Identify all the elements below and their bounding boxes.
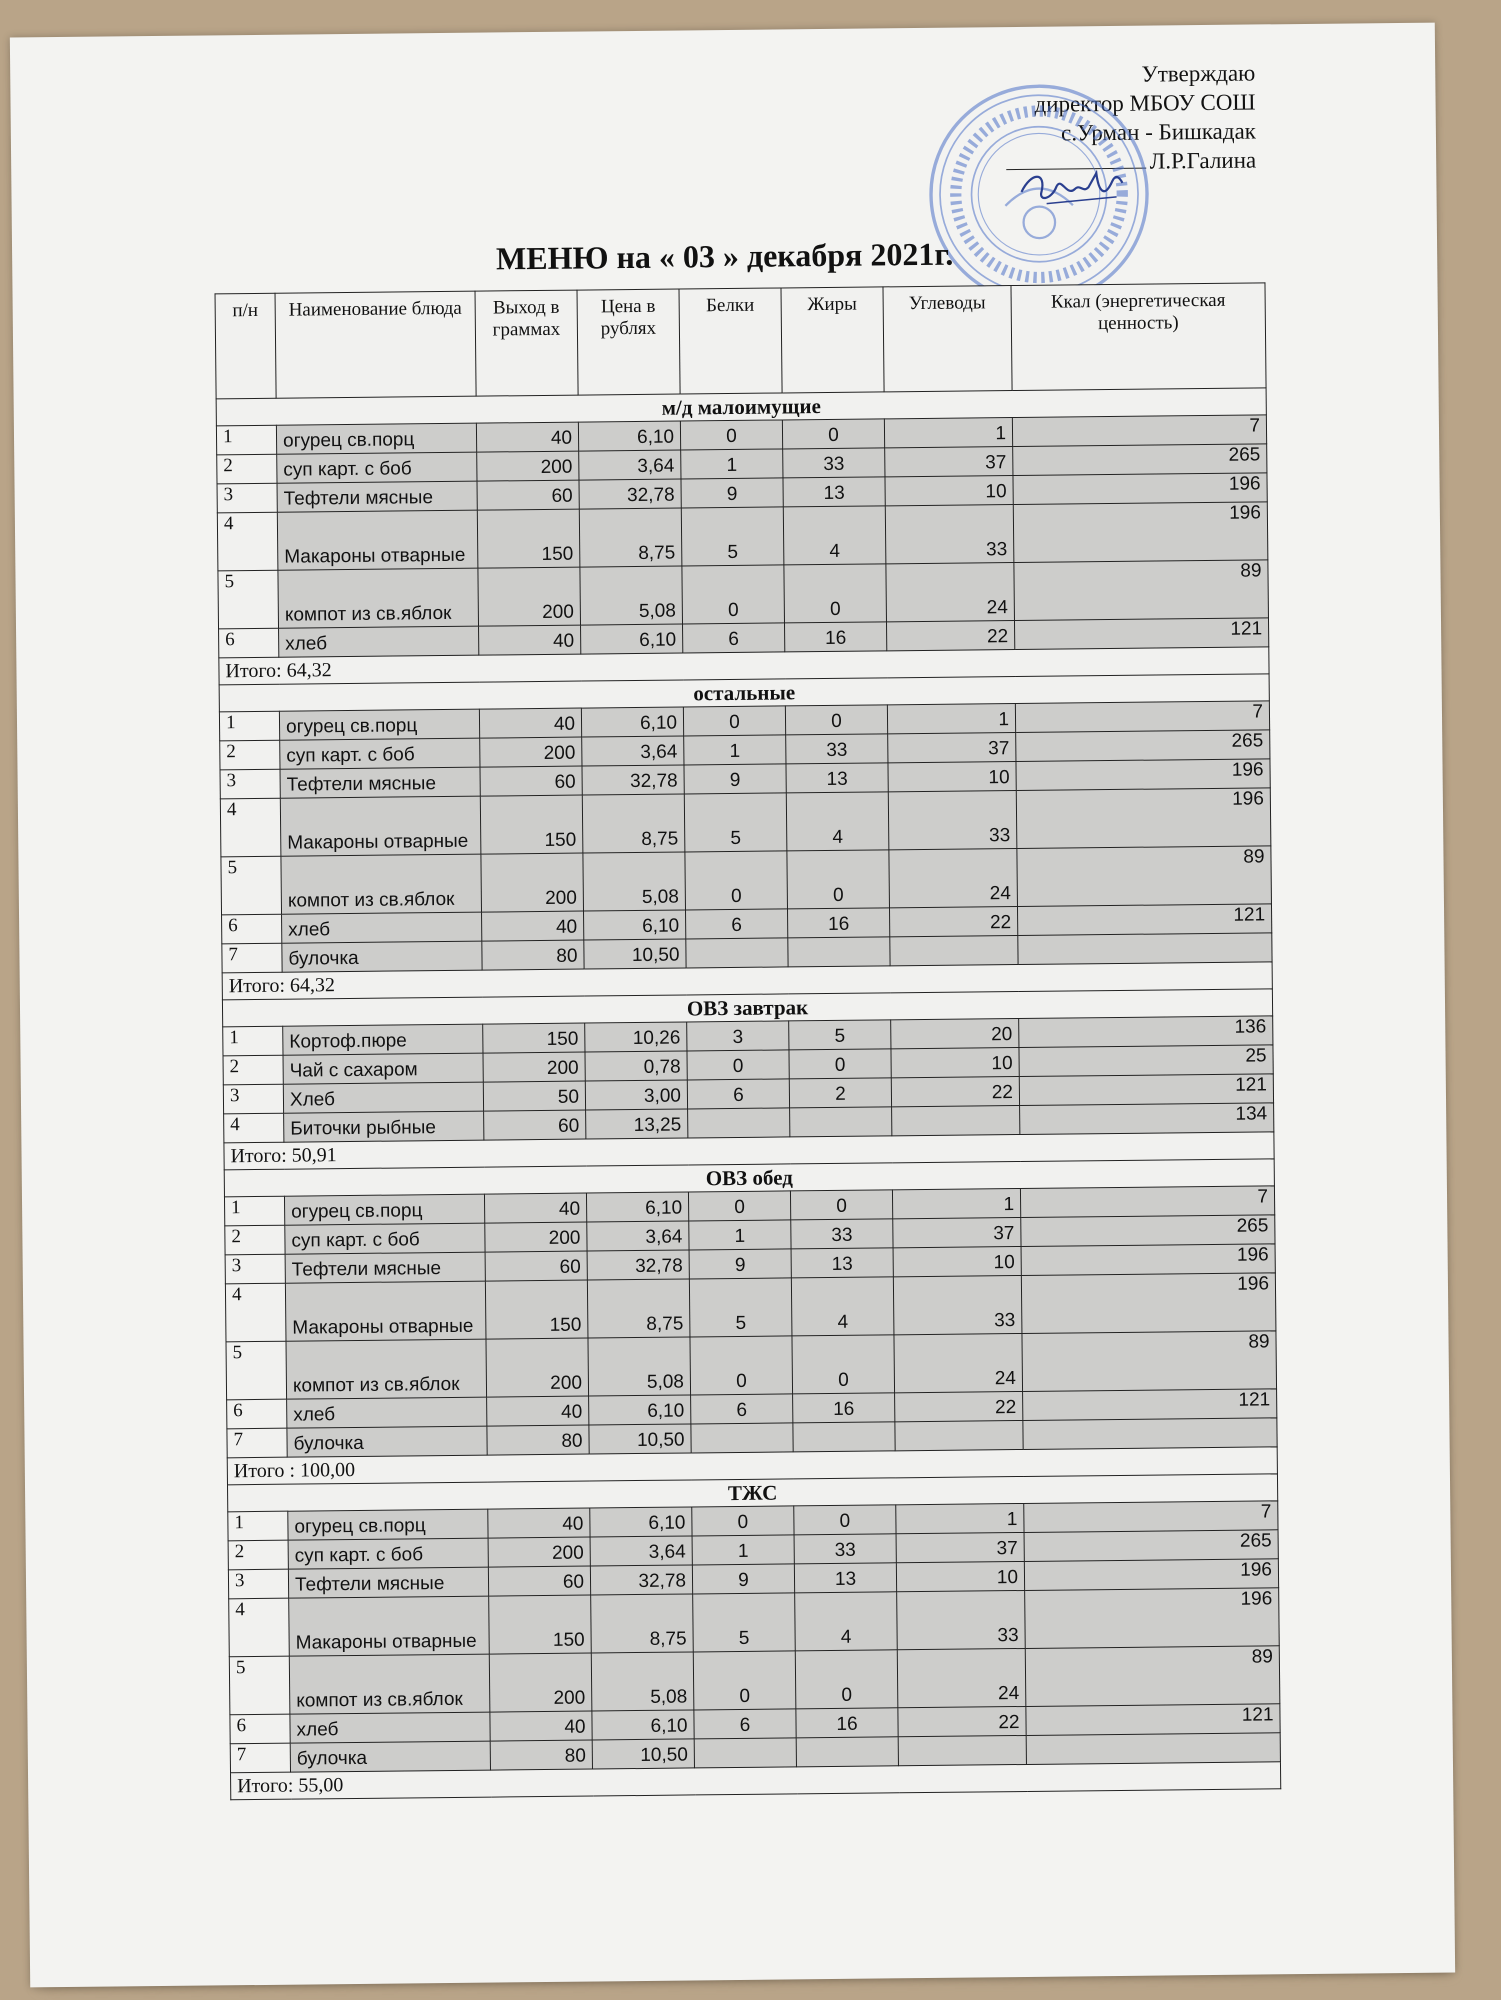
table-cell: 0 — [685, 851, 788, 910]
table-cell: 3 — [228, 1569, 288, 1599]
table-cell: 200 — [478, 567, 581, 626]
table-cell: 196 — [1024, 1559, 1278, 1591]
table-cell: 6 — [691, 1394, 793, 1424]
menu-table — [215, 282, 1282, 1800]
table-cell: Макароны отварные — [285, 1281, 486, 1341]
table-cell: 1 — [224, 1196, 284, 1226]
table-cell: 40 — [490, 1711, 592, 1741]
table-cell: 4 — [224, 1113, 284, 1143]
table-cell: 7 — [222, 943, 282, 973]
table-cell: 200 — [481, 853, 584, 912]
header-cell: Жиры — [781, 287, 884, 393]
table-cell — [1026, 1733, 1280, 1765]
table-row — [218, 560, 1269, 629]
table-cell: 0 — [784, 564, 887, 623]
table-cell — [890, 936, 1018, 966]
section-total: Итого: 55,00 — [231, 1762, 1281, 1800]
table-cell — [796, 1737, 898, 1767]
table-cell: Тефтели мясные — [277, 481, 477, 512]
table-cell: 150 — [477, 509, 580, 568]
table-cell: 10,50 — [589, 1424, 691, 1454]
table-cell: 33 — [783, 448, 885, 478]
table-cell: Кортоф.пюре — [283, 1024, 483, 1055]
table-cell: Тефтели мясные — [285, 1252, 485, 1283]
header-cell: Наименование блюда — [275, 291, 476, 398]
table-cell: булочка — [290, 1741, 490, 1772]
table-cell: 5 — [229, 1656, 290, 1715]
table-cell: 150 — [480, 795, 583, 854]
table-cell: 6 — [683, 623, 785, 653]
table-cell: 32,78 — [590, 1565, 692, 1595]
table-cell: 60 — [477, 480, 579, 510]
table-cell: 33 — [897, 1590, 1026, 1649]
table-cell — [790, 1107, 892, 1137]
table-cell: 13,25 — [586, 1109, 688, 1139]
table-cell: 5,08 — [591, 1652, 694, 1711]
table-cell: 150 — [483, 1023, 585, 1053]
section-title: ТЖС — [227, 1474, 1277, 1512]
table-cell: 22 — [889, 907, 1017, 937]
table-cell: 33 — [893, 1275, 1022, 1334]
table-cell: огурец св.порц — [279, 709, 479, 740]
table-cell: 2 — [228, 1540, 288, 1570]
table-cell: 37 — [885, 447, 1013, 477]
table-cell: 60 — [488, 1566, 590, 1596]
table-cell: 5,08 — [580, 566, 683, 625]
table-cell: 1 — [219, 711, 279, 741]
table-cell: 1 — [887, 704, 1015, 734]
table-cell: компот из св.яблок — [278, 568, 479, 628]
table-cell: 5,08 — [588, 1337, 691, 1396]
table-cell: 121 — [1026, 1704, 1280, 1736]
table-cell: хлеб — [282, 912, 482, 943]
table-cell: 4 — [791, 1277, 894, 1336]
table-cell: суп карт. с боб — [280, 738, 480, 769]
table-cell — [1018, 933, 1272, 965]
table-cell: 37 — [888, 733, 1016, 763]
table-cell: 37 — [893, 1217, 1021, 1247]
table-cell: 0 — [680, 420, 782, 450]
table-cell: 60 — [485, 1251, 587, 1281]
table-cell: 200 — [488, 1537, 590, 1567]
table-cell: 0 — [692, 1506, 794, 1536]
table-cell: 7 — [1012, 415, 1266, 447]
table-cell: 0 — [785, 705, 887, 735]
table-cell: 121 — [1014, 618, 1268, 650]
table-cell: 200 — [489, 1653, 592, 1712]
table-cell: булочка — [287, 1426, 487, 1457]
approval-block — [1005, 58, 1257, 177]
table-cell: 121 — [1017, 904, 1271, 936]
table-cell: 4 — [786, 792, 889, 851]
section-total: Итого: 64,32 — [222, 962, 1272, 1000]
table-cell: 24 — [894, 1333, 1023, 1392]
table-cell: 10 — [893, 1246, 1021, 1276]
table-cell: 10 — [896, 1561, 1024, 1591]
section-title: остальные — [219, 674, 1269, 712]
table-cell: 40 — [479, 625, 581, 655]
table-cell: 0 — [787, 850, 890, 909]
table-cell: компот из св.яблок — [281, 854, 482, 914]
table-cell: 196 — [1016, 759, 1270, 791]
approve-line: директор МБОУ СОШ — [1034, 89, 1256, 117]
table-cell: 196 — [1016, 788, 1271, 849]
table-cell — [788, 937, 890, 967]
table-cell: 16 — [785, 622, 887, 652]
table-cell: 10 — [888, 762, 1016, 792]
document-page — [10, 23, 1455, 1988]
table-cell: 80 — [487, 1425, 589, 1455]
table-cell: 40 — [479, 708, 581, 738]
table-cell: Макароны отварные — [277, 510, 478, 570]
table-cell: 1 — [689, 1220, 791, 1250]
table-cell: 60 — [480, 766, 582, 796]
table-cell — [691, 1423, 793, 1453]
table-cell: 4 — [229, 1598, 290, 1657]
table-cell: 80 — [482, 940, 584, 970]
table-cell: 2 — [225, 1225, 285, 1255]
table-cell: 3,64 — [582, 736, 684, 766]
table-cell: 13 — [794, 1563, 896, 1593]
table-cell: 40 — [488, 1508, 590, 1538]
table-cell: 89 — [1014, 560, 1269, 621]
table-cell: 6,10 — [584, 910, 686, 940]
table-cell: компот из св.яблок — [286, 1339, 487, 1399]
table-cell: Биточки рыбные — [284, 1111, 484, 1142]
table-cell: 136 — [1019, 1016, 1273, 1048]
section-title: м/д малоимущие — [216, 388, 1266, 426]
table-cell: 40 — [484, 1193, 586, 1223]
table-cell: 265 — [1013, 444, 1267, 476]
table-cell: 13 — [791, 1248, 893, 1278]
table-cell: 89 — [1017, 846, 1272, 907]
table-cell: 2 — [220, 740, 280, 770]
table-cell: 4 — [220, 798, 281, 857]
table-cell: 200 — [486, 1338, 589, 1397]
page-title: МЕНЮ на « 03 » декабря 2021г. — [495, 235, 954, 277]
table-cell: 3,64 — [587, 1221, 689, 1251]
table-cell: 6,10 — [586, 1192, 688, 1222]
table-cell: 10,50 — [584, 939, 686, 969]
table-cell: 9 — [684, 764, 786, 794]
table-cell: 7 — [230, 1743, 290, 1773]
table-cell: 7 — [1024, 1501, 1278, 1533]
table-cell: 3 — [220, 769, 280, 799]
table-cell — [1023, 1418, 1277, 1450]
table-cell: 5 — [218, 570, 279, 629]
table-cell: 25 — [1019, 1045, 1273, 1077]
table-cell: 40 — [482, 911, 584, 941]
table-cell: 8,75 — [582, 794, 685, 853]
table-cell: 3 — [687, 1021, 789, 1051]
header-cell: Белки — [679, 288, 782, 394]
table-cell: 1 — [692, 1535, 794, 1565]
table-cell: суп карт. с боб — [288, 1538, 488, 1569]
table-cell: 24 — [897, 1648, 1026, 1707]
table-cell: 10 — [891, 1048, 1019, 1078]
table-cell: 22 — [891, 1077, 1019, 1107]
table-cell: 37 — [896, 1532, 1024, 1562]
table-cell: 7 — [1015, 701, 1269, 733]
table-cell: 200 — [477, 451, 579, 481]
table-cell: 4 — [795, 1592, 898, 1651]
table-cell: 6 — [227, 1399, 287, 1429]
table-cell: 22 — [886, 621, 1014, 651]
table-cell: 5 — [684, 793, 787, 852]
table-cell: 3 — [225, 1254, 285, 1284]
table-cell: 33 — [786, 734, 888, 764]
table-cell: суп карт. с боб — [285, 1223, 485, 1254]
table-cell: 6 — [687, 1079, 789, 1109]
table-cell: 6,10 — [581, 707, 683, 737]
table-cell: 10,26 — [585, 1022, 687, 1052]
menu-table-container — [215, 282, 1281, 1800]
table-cell: 0 — [693, 1651, 796, 1710]
signer-name: Л.Р.Галина — [1149, 147, 1257, 174]
table-cell: хлеб — [287, 1397, 487, 1428]
table-cell: 6 — [219, 628, 279, 658]
table-cell: 6 — [230, 1714, 290, 1744]
table-cell: 0 — [687, 1050, 789, 1080]
table-cell: 8,75 — [591, 1594, 694, 1653]
table-cell — [895, 1420, 1023, 1450]
table-cell: 3 — [217, 483, 277, 513]
table-cell: 5,08 — [583, 852, 686, 911]
table-cell: 8,75 — [579, 508, 682, 567]
table-cell: 6 — [686, 909, 788, 939]
table-cell: 3 — [223, 1084, 283, 1114]
table-cell: 3,64 — [590, 1536, 692, 1566]
table-cell: 0 — [790, 1190, 892, 1220]
table-row — [221, 846, 1272, 915]
table-cell: 7 — [227, 1428, 287, 1458]
table-cell: 1 — [681, 449, 783, 479]
table-cell: 89 — [1022, 1331, 1277, 1392]
table-cell: 1 — [884, 418, 1012, 448]
table-cell: 0 — [789, 1049, 891, 1079]
table-cell: 200 — [480, 737, 582, 767]
header-cell: Цена в рублях — [577, 289, 680, 395]
section-total: Итого: 64,32 — [219, 647, 1269, 685]
table-cell: 40 — [487, 1396, 589, 1426]
table-cell: 196 — [1021, 1244, 1275, 1276]
table-cell: 89 — [1025, 1646, 1280, 1707]
approve-line: Утверждаю — [1141, 60, 1256, 87]
table-cell: 265 — [1021, 1215, 1275, 1247]
signature-line — [1006, 168, 1146, 170]
table-cell: 5 — [226, 1341, 287, 1400]
section-title: ОВЗ завтрак — [222, 989, 1272, 1027]
table-cell — [688, 1108, 790, 1138]
table-cell: 6,10 — [589, 1395, 691, 1425]
table-cell: 2 — [223, 1055, 283, 1085]
table-cell: 1 — [684, 735, 786, 765]
table-cell: 3,00 — [585, 1080, 687, 1110]
table-cell: 4 — [783, 506, 886, 565]
table-cell: 196 — [1025, 1588, 1280, 1649]
table-cell: Хлеб — [283, 1082, 483, 1113]
signer-line — [1006, 145, 1257, 177]
section-title: ОВЗ обед — [224, 1159, 1274, 1197]
table-cell: 50 — [483, 1081, 585, 1111]
table-cell: 80 — [490, 1740, 592, 1770]
table-cell: огурец св.порц — [284, 1194, 484, 1225]
table-cell: 20 — [891, 1019, 1019, 1049]
section-total: Итого: 50,91 — [224, 1132, 1274, 1170]
table-cell: 22 — [895, 1391, 1023, 1421]
table-cell: 1 — [228, 1511, 288, 1541]
table-cell: 196 — [1013, 502, 1268, 563]
table-cell: огурец св.порц — [276, 423, 476, 454]
table-cell: 22 — [898, 1706, 1026, 1736]
table-cell: 1 — [216, 425, 276, 455]
table-cell: 2 — [217, 454, 277, 484]
header-cell: Выход в граммах — [475, 290, 578, 396]
table-cell: Макароны отварные — [289, 1596, 490, 1656]
table-cell: 16 — [793, 1393, 895, 1423]
table-cell: 10 — [885, 476, 1013, 506]
table-cell: 24 — [889, 849, 1018, 908]
table-cell: 33 — [794, 1534, 896, 1564]
table-cell: 5 — [693, 1593, 796, 1652]
table-cell — [892, 1105, 1020, 1135]
table-cell: 32,78 — [579, 479, 681, 509]
table-cell: 1 — [892, 1188, 1020, 1218]
header-cell: Углеводы — [883, 286, 1012, 392]
table-cell: 13 — [786, 763, 888, 793]
table-cell: хлеб — [290, 1712, 490, 1743]
table-cell: 8,75 — [587, 1279, 690, 1338]
table-cell: 150 — [489, 1595, 592, 1654]
table-cell: 121 — [1023, 1389, 1277, 1421]
table-cell: 0 — [683, 706, 785, 736]
table-cell: 60 — [484, 1110, 586, 1140]
table-cell: 0,78 — [585, 1051, 687, 1081]
table-cell: 6,10 — [590, 1507, 692, 1537]
table-cell: 5 — [689, 1278, 792, 1337]
table-cell: булочка — [282, 941, 482, 972]
table-cell: 6,10 — [578, 421, 680, 451]
table-cell: 2 — [789, 1078, 891, 1108]
table-cell: Чай с сахаром — [283, 1053, 483, 1084]
table-cell: 134 — [1020, 1103, 1274, 1135]
table-cell: 5 — [681, 507, 784, 566]
table-cell: 150 — [485, 1280, 588, 1339]
table-cell: 4 — [217, 512, 278, 571]
table-cell: 265 — [1024, 1530, 1278, 1562]
table-cell: 6 — [694, 1709, 796, 1739]
table-cell: 1 — [896, 1503, 1024, 1533]
table-cell: 32,78 — [587, 1250, 689, 1280]
header-cell: п/н — [215, 293, 276, 399]
table-cell: 0 — [792, 1335, 895, 1394]
table-cell: 1 — [223, 1026, 283, 1056]
table-cell: 196 — [1013, 473, 1267, 505]
table-cell: Тефтели мясные — [280, 767, 480, 798]
table-cell — [898, 1735, 1026, 1765]
table-cell — [686, 938, 788, 968]
table-cell: 5 — [789, 1020, 891, 1050]
table-cell: Тефтели мясные — [288, 1567, 488, 1598]
table-cell: компот из св.яблок — [289, 1654, 490, 1714]
table-cell: 0 — [690, 1336, 793, 1395]
table-cell: 13 — [783, 477, 885, 507]
section-total: Итого : 100,00 — [227, 1447, 1277, 1485]
table-cell: 196 — [1021, 1273, 1276, 1334]
table-cell: 9 — [692, 1564, 794, 1594]
approve-line: с.Урман - Бишкадак — [1060, 118, 1257, 146]
table-cell: 33 — [888, 791, 1017, 850]
table-cell: 16 — [787, 908, 889, 938]
table-cell: 16 — [796, 1708, 898, 1738]
table-cell: 32,78 — [582, 765, 684, 795]
table-body — [216, 388, 1281, 1800]
table-cell — [694, 1738, 796, 1768]
table-cell: 200 — [483, 1052, 585, 1082]
table-cell: 6 — [222, 914, 282, 944]
table-cell: огурец св.порц — [288, 1509, 488, 1540]
table-cell: 7 — [1020, 1186, 1274, 1218]
table-cell: 121 — [1019, 1074, 1273, 1106]
table-cell: 0 — [782, 419, 884, 449]
table-cell: 40 — [476, 422, 578, 452]
header-cell: Ккал (энергетическая ценность) — [1011, 283, 1266, 391]
table-cell: 0 — [794, 1505, 896, 1535]
table-cell: 265 — [1016, 730, 1270, 762]
table-cell: 10,50 — [592, 1739, 694, 1769]
table-cell: хлеб — [279, 626, 479, 657]
table-cell: суп карт. с боб — [277, 452, 477, 483]
table-cell: 33 — [791, 1219, 893, 1249]
table-cell: 4 — [225, 1283, 286, 1342]
table-header — [215, 283, 1266, 399]
table-cell: 33 — [885, 505, 1014, 564]
table-cell: 200 — [485, 1222, 587, 1252]
table-cell: 0 — [682, 565, 785, 624]
table-cell: 24 — [886, 563, 1015, 622]
table-cell: 9 — [681, 478, 783, 508]
table-cell: 5 — [221, 856, 282, 915]
table-cell: 0 — [795, 1650, 898, 1709]
table-cell: 6,10 — [581, 624, 683, 654]
table-cell: 3,64 — [579, 450, 681, 480]
table-cell: 6,10 — [592, 1710, 694, 1740]
table-cell: 9 — [689, 1249, 791, 1279]
table-cell — [793, 1422, 895, 1452]
table-cell: 0 — [688, 1191, 790, 1221]
table-cell: Макароны отварные — [280, 796, 481, 856]
